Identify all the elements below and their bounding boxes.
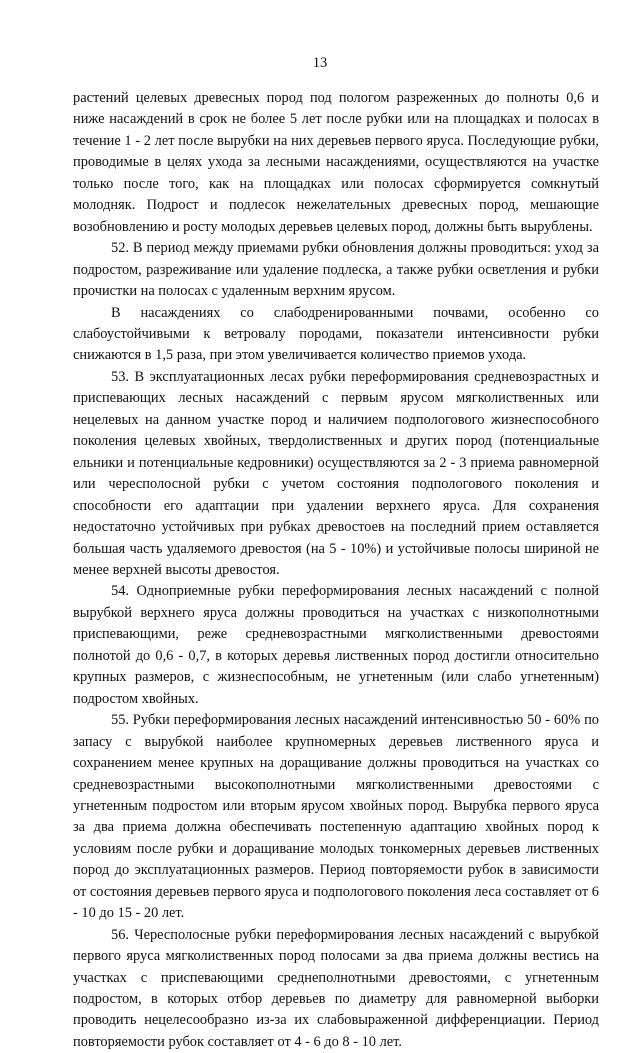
body-text	[73, 88, 599, 1053]
paragraph-53: 53. В эксплуатационных лесах рубки переформирования средневозрастных и приспевающих лесных насаждений с первым ярусом мягколиственных или нецелевых на данном участке пород и наличием подпологового жизнеспособного поколения целевых хвойных, твердолиственных и других пород (потенциальные ельники и потенциальные кедровники) осуществляются за 2 - 3 приема равномерной или чересполосной рубки с учетом состояния подпологового поколения и способности его адаптации при удалении верхнего яруса. Для сохранения недостаточно устойчивых при рубках древостоев на последний прием оставляется большая часть удаляемого древостоя (на 5 - 10%) и устойчивые полосы шириной не менее верхней высоты древостоя.	[73, 368, 599, 578]
paragraph-52: 52. В период между приемами рубки обновления должны проводиться: уход за подростом, разреживание или удаление подлеска, а также рубки осветления и рубки прочистки на полосах с удаленным верхним ярусом.	[73, 240, 599, 300]
paragraph-55: 55. Рубки переформирования лесных насаждений интенсивностью 50 - 60% по запасу с вырубкой наиболее крупномерных деревьев лиственного яруса и сохранением менее крупных на доращивание должны проводиться на участках со средневозрастными высокополнотными мягколиственными древостоями с угнетенным подростом или вторым ярусом хвойных пород. Вырубка первого яруса за два приема должна обеспечивать постепенную адаптацию хвойных пород к условиям после рубки и доращивание молодых тонкомерных деревьев лиственных пород до эксплуатационных размеров. Период повторяемости рубок в зависимости от состояния деревьев первого яруса и подпологового поколения леса составляет от 6 - 10 до 15 - 20 лет.	[73, 712, 599, 922]
paragraph-continuation: растений целевых древесных пород под пологом разреженных до полноты 0,6 и ниже насаждений в срок не более 5 лет после рубки или на площадках и полосах в течение 1 - 2 лет после вырубки на них деревьев первого яруса. Последующие рубки, проводимые в целях ухода за лесными насаждениями, осуществляются на участке только после того, как на площадках или полосах сформируется сомкнутый молодняк. Подрост и подлесок нежелательных древесных пород, мешающие возобновлению и росту молодых деревьев целевых пород, должны быть вырублены.	[73, 90, 599, 235]
paragraph-54: 54. Одноприемные рубки переформирования лесных насаждений с полной вырубкой верхнего яруса должны проводиться на участках с низкополнотными приспевающими, реже средневозрастными мягколиственными древостоями полнотой до 0,6 - 0,7, в которых деревья лиственных пород достигли относительно крупных размеров, с жизнеспособным, не угнетенным (или слабо угнетенным) подростом хвойных.	[73, 583, 599, 707]
paragraph-56: 56. Чересполосные рубки переформирования лесных насаждений с вырубкой первого яруса мягколиственных пород полосами за два приема должны вестись на участках с приспевающими среднеполнотными древостоями, с угнетенным подростом, в которых отбор деревьев по диаметру для равномерной выборки проводить нецелесообразно из-за их слабовыраженной дифференциации. Период повторяемости рубок составляет от 4 - 6 до 8 - 10 лет.	[73, 926, 599, 1050]
page-number: 13	[312, 55, 328, 71]
paragraph-52-note: В насаждениях со слабодренированными почвами, особенно со слабоустойчивыми к ветровалу породами, показатели интенсивности рубки снижаются в 1,5 раза, при этом увеличивается количество приемов ухода.	[73, 304, 599, 364]
